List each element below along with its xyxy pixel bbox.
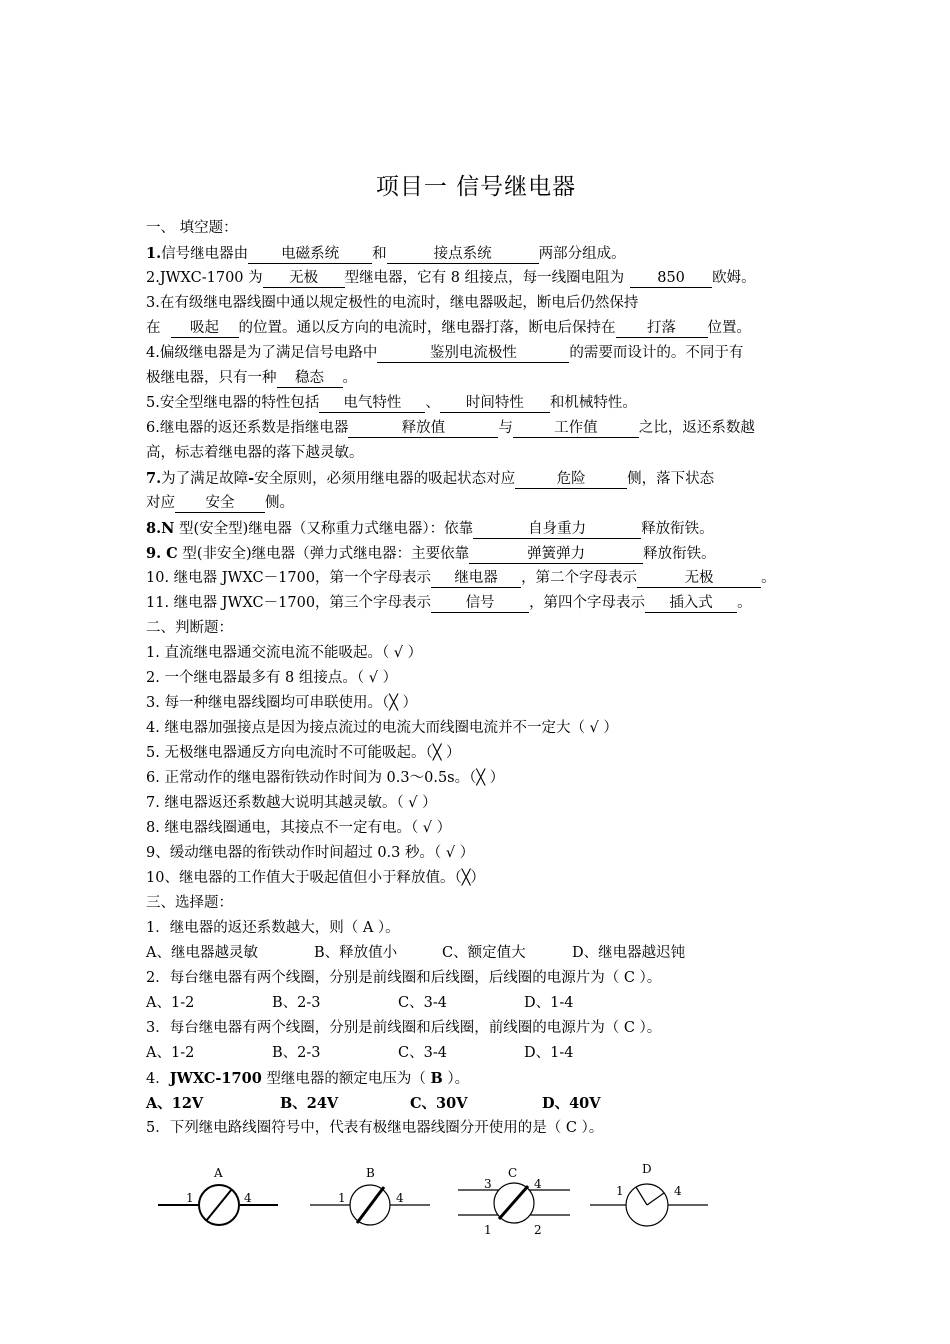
answer-blank: 安全 [175,495,265,513]
q-text: 欧姆。 [712,270,756,286]
q-text: 。 [342,370,357,386]
choice-q2-options [146,991,812,1016]
judge-item: 4. 继电器加强接点是因为接点流过的电流大而线圈电流并不一定大（ √ ） [146,720,618,736]
answer-blank: 吸起 [171,320,239,338]
fill-q11 [146,591,812,616]
fill-q2 [146,266,812,291]
coil-symbol-c [458,1155,588,1255]
coil-slash [357,1187,384,1223]
fill-q10 [146,566,812,591]
symbol-label: A [214,1166,223,1180]
q-text: 的位置。通以反方向的电流时，继电器打落，断电后保持在 [238,320,616,336]
option: D、继电器越迟钝 [572,945,686,961]
option: C、额定值大 [442,945,526,961]
answer-blank: 接点系统 [387,246,539,264]
answer-blank: 弹簧弹力 [469,546,643,564]
q-text: JWXC-1700 [169,1070,262,1087]
q-text: ，第二个字母表示 [521,570,638,586]
fill-q3-line2 [146,316,812,341]
q-text: 位置。 [707,320,751,336]
choice-q1-options [146,941,812,966]
q-text: ）。 [442,1071,470,1087]
answer-blank: 插入式 [645,595,737,613]
terminal-label: 1 [186,1191,194,1205]
answer-blank: 继电器 [431,570,521,588]
terminal-label: 4 [674,1184,682,1198]
judge-item: 3. 每一种继电器线圈均可串联使用。（╳ ） [146,695,418,711]
q-text: 6.继电器的返还系数是指继电器 [146,420,349,436]
answer-blank: 稳态 [277,370,343,388]
q-text: 型继电器，它有 8 组接点，每一线圈电阻为 [344,270,625,286]
option: C、30V [410,1095,468,1112]
q-text: 释放衔铁。 [641,521,714,537]
q-text: 与 [498,420,513,436]
answer-blank: 自身重力 [473,521,641,539]
fill-q9 [146,541,812,566]
q-number: 8.N [146,520,175,537]
q-text: 。 [761,570,776,586]
answer-blank: 释放值 [348,420,498,438]
q-text: 为了满足故障 [161,471,249,487]
choice-q5-stem: 5．下列继电路线圈符号中，代表有极继电器线圈分开使用的是（ C ）。 [146,1120,604,1136]
terminal-label: 1 [484,1223,492,1237]
terminal-label: 1 [616,1184,624,1198]
fill-q6-line2: 高，标志着继电器的落下越灵敏。 [146,445,364,461]
q-text: 型(安全型)继电器（又称重力式继电器）：依靠 [174,521,474,537]
fill-q3-line1: 3.在有级继电器线圈中通以规定极性的电流时，继电器吸起，断电后仍然保持 [146,295,639,311]
terminal-label: 2 [534,1223,542,1237]
fill-q1 [146,241,812,266]
q-number: 1. [146,245,162,262]
judge-item: 9、缓动继电器的衔铁动作时间超过 0.3 秒。（ √ ） [146,845,475,861]
option: B、2-3 [272,995,321,1011]
q-text: 释放衔铁。 [643,546,716,562]
fill-q6-line1 [146,416,812,441]
fill-q7-line1 [146,466,812,491]
q-text: 10. 继电器 JWXC－1700，第一个字母表示 [146,570,432,586]
fill-q8 [146,516,812,541]
q-number: 7. [146,470,162,487]
choice-q1-stem: 1．继电器的返还系数越大，则（ A ）。 [146,920,400,936]
q-text: 的需要而设计的。不同于有 [569,345,744,361]
section-heading-choice: 三、选择题： [146,895,233,911]
q-text: 11. 继电器 JWXC－1700，第三个字母表示 [146,595,432,611]
q-text: 侧。 [265,495,294,511]
q-text: 在 [146,320,161,336]
coil-symbol-a [158,1155,288,1255]
symbol-label: B [366,1166,375,1180]
section-heading-fill: 一、 填空题： [146,220,238,236]
q-text: 5.安全型继电器的特性包括 [146,395,320,411]
coil-radius [647,1193,664,1205]
option: A、1-2 [146,1045,195,1061]
q-text: 两部分组成。 [538,246,626,262]
q-text: 型继电器的额定电压为（ [261,1071,431,1087]
q-text: 和 [372,246,387,262]
q-text: 、 [425,395,440,411]
terminal-label: 1 [338,1191,346,1205]
option: A、继电器越灵敏 [146,945,258,961]
fill-q4-line2 [146,366,812,391]
q-text: 4． [146,1071,170,1087]
relay-coil-symbols [150,1155,720,1255]
answer-blank: 电气特性 [319,395,425,413]
option: A、1-2 [146,995,195,1011]
judge-item: 10、继电器的工作值大于吸起值但小于释放值。（╳） [146,870,485,886]
answer-blank: 打落 [616,320,708,338]
answer-blank: 危险 [515,471,627,489]
option: C、3-4 [398,1045,447,1061]
coil-symbol-b [310,1155,440,1255]
fill-q7-line2 [146,491,812,516]
judge-item: 5. 无极继电器通反方向电流时不可能吸起。（╳ ） [146,745,461,761]
option: B、释放值小 [314,945,398,961]
fill-q4-line1 [146,341,812,366]
answer-blank: 信号 [431,595,529,613]
option: C、3-4 [398,995,447,1011]
answer-blank: 无极 [263,270,345,288]
answer-blank: 工作值 [513,420,639,438]
q-answer: B [430,1070,443,1087]
q-text: 2.JWXC-1700 为 [146,270,263,286]
answer-blank: 鉴别电流极性 [377,345,569,363]
option: B、24V [280,1095,339,1112]
q-text: 极继电器，只有一种 [146,370,277,386]
choice-q4-stem [146,1066,812,1091]
terminal-label: 3 [484,1177,492,1191]
symbol-label: D [642,1162,652,1176]
q-text: 。 [737,595,752,611]
q-text: 和机械特性。 [549,395,637,411]
judge-item: 8. 继电器线圈通电，其接点不一定有电。（ √ ） [146,820,452,836]
q-text: 之比，返还系数越 [638,420,755,436]
q-text: 安全原则，必须用继电器的吸起状态对应 [254,471,516,487]
q-text: - [248,470,255,487]
terminal-label: 4 [396,1191,404,1205]
coil-radius [636,1187,647,1205]
q-number: 9. C [146,545,178,562]
judge-item: 2. 一个继电器最多有 8 组接点。（ √ ） [146,670,398,686]
answer-blank: 850 [630,270,712,288]
option: D、1-4 [524,1045,574,1061]
q-text: 4.偏级继电器是为了满足信号电路中 [146,345,378,361]
q-text: 侧，落下状态 [627,471,715,487]
section-heading-judge: 二、判断题： [146,620,233,636]
option: B、2-3 [272,1045,321,1061]
option: A、12V [146,1095,204,1112]
coil-symbol-d [590,1155,720,1255]
choice-q3-stem: 3．每台继电器有两个线圈，分别是前线圈和后线圈，前线圈的电源片为（ C ）。 [146,1020,662,1036]
q-text: ，第四个字母表示 [529,595,646,611]
option: D、1-4 [524,995,574,1011]
terminal-label: 4 [244,1191,252,1205]
answer-blank: 时间特性 [440,395,550,413]
judge-item: 6. 正常动作的继电器衔铁动作时间为 0.3～0.5s。（╳ ） [146,770,505,786]
option: D、40V [542,1095,601,1112]
q-text: 对应 [146,495,175,511]
question-list [146,216,812,1141]
symbol-label: C [508,1166,518,1180]
fill-q5 [146,391,812,416]
page-title: 项目一 信号继电器 [375,174,577,200]
terminal-label: 4 [534,1177,542,1191]
answer-blank: 电磁系统 [248,246,372,264]
q-text: 型(非安全)继电器（弹力式继电器：主要依靠 [177,546,470,562]
judge-item: 7. 继电器返还系数越大说明其越灵敏。（ √ ） [146,795,437,811]
choice-q2-stem: 2．每台继电器有两个线圈，分别是前线圈和后线圈，后线圈的电源片为（ C ）。 [146,970,662,986]
choice-q3-options [146,1041,812,1066]
coil-slash [206,1189,232,1221]
choice-q4-options [146,1091,812,1116]
judge-item: 1. 直流继电器通交流电流不能吸起。（ √ ） [146,645,423,661]
q-text: 信号继电器由 [161,246,249,262]
answer-blank: 无极 [637,570,761,588]
